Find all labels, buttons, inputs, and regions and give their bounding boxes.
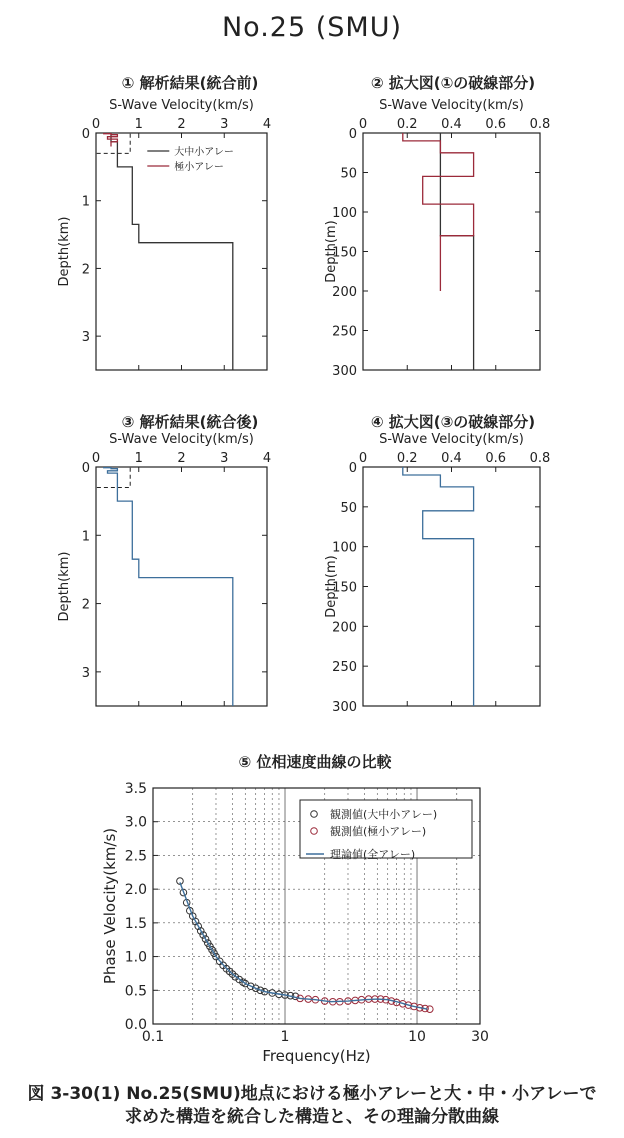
chart-5-y-tick-label: 1.0	[124, 949, 147, 966]
chart-5-y-axis-label: Phase Velocity(km/s)	[101, 827, 119, 985]
chart-4-x-tick-label: 0.2	[396, 451, 418, 466]
chart-1-y-tick-label: 1	[81, 194, 90, 210]
chart-2-x-axis-label: S-Wave Velocity(km/s)	[379, 98, 524, 113]
chart-3-x-tick-label: 2	[177, 451, 186, 466]
chart-1-series-red	[104, 133, 118, 147]
chart-2-y-tick-label: 200	[332, 285, 357, 300]
chart-2-title: ② 拡大図(①の破線部分)	[370, 74, 536, 92]
chart-4-y-tick-label: 50	[340, 500, 357, 516]
chart-2-x-tick-label: 0.4	[441, 117, 462, 132]
chart-1-legend-label: 極小アレー	[174, 162, 224, 173]
chart-2-y-tick-label: 250	[332, 324, 357, 340]
chart-3-y-tick-label: 0	[81, 461, 90, 476]
chart-1-y-axis-label: Depth(km)	[57, 216, 72, 287]
chart-3-y-tick-label: 3	[81, 665, 90, 681]
chart-4-x-tick-label: 0.6	[485, 451, 507, 466]
chart-3-title: ③ 解析結果(統合後)	[121, 413, 259, 431]
chart-2-y-tick-label: 0	[348, 127, 357, 142]
chart-2-y-tick-label: 150	[332, 245, 357, 261]
chart-3-y-tick-label: 1	[81, 529, 90, 545]
chart-1-zoom-box	[96, 133, 130, 153]
chart-3-plot-frame	[96, 467, 267, 706]
chart-1-y-tick-label: 2	[81, 262, 90, 278]
chart-3-x-axis-label: S-Wave Velocity(km/s)	[109, 432, 254, 447]
chart-2-y-tick-label: 100	[332, 206, 357, 221]
chart-4-y-tick-label: 300	[332, 700, 357, 715]
chart-1-x-tick-label: 4	[262, 117, 272, 132]
chart-1-x-tick-label: 1	[134, 117, 143, 132]
chart-2-series-black	[440, 133, 473, 370]
chart-3-x-tick-label: 1	[134, 451, 143, 466]
chart-3-x-tick-label: 4	[262, 451, 272, 466]
chart-4-y-tick-label: 150	[332, 580, 357, 596]
chart-4-x-tick-label: 0.4	[441, 451, 462, 466]
chart-3-y-axis-label: Depth(km)	[57, 551, 72, 622]
chart-5-x-tick-label: 10	[408, 1029, 426, 1045]
figure-caption-line-1: 図 3-30(1) No.25(SMU)地点における極小アレーと大・中・小アレーで	[27, 1084, 597, 1104]
chart-2-x-tick-label: 0.8	[529, 117, 551, 132]
chart-4-y-tick-label: 200	[332, 620, 357, 636]
chart-2-y-tick-label: 300	[332, 364, 357, 379]
chart-3-y-tick-label: 2	[81, 597, 90, 613]
chart-4-y-tick-label: 250	[332, 660, 357, 676]
chart-2-plot-frame	[363, 133, 540, 370]
chart-4-title: ④ 拡大図(③の破線部分)	[370, 413, 536, 431]
chart-2-x-tick-label: 0	[358, 117, 368, 132]
chart-1-x-axis-label: S-Wave Velocity(km/s)	[109, 98, 254, 113]
chart-4-series-blue	[403, 467, 474, 706]
chart-4-plot-frame	[363, 467, 540, 706]
chart-1-title: ① 解析結果(統合前)	[121, 74, 259, 92]
chart-5-y-tick-label: 2.0	[124, 882, 147, 899]
chart-1-y-tick-label: 3	[81, 330, 90, 346]
page-title: No.25 (SMU)	[221, 12, 403, 43]
chart-5-x-tick-label: 0.1	[141, 1029, 165, 1045]
chart-3-zoom-box	[96, 467, 130, 487]
chart-3-x-tick-label: 0	[91, 451, 101, 466]
chart-5-y-tick-label: 2.5	[124, 848, 147, 865]
chart-5-x-tick-label: 30	[471, 1029, 489, 1045]
chart-4-x-axis-label: S-Wave Velocity(km/s)	[379, 432, 524, 447]
chart-2-x-tick-label: 0.6	[485, 117, 507, 132]
chart-5-y-tick-label: 0.5	[124, 983, 147, 1000]
chart-5-y-tick-label: 3.0	[124, 814, 147, 831]
chart-5-x-tick-label: 1	[280, 1029, 290, 1045]
chart-5-title: ⑤ 位相速度曲線の比較	[238, 753, 392, 771]
chart-5-y-tick-label: 1.5	[124, 915, 147, 932]
chart-2-y-axis-label: Depth(m)	[324, 220, 339, 283]
chart-3-series-blue	[104, 467, 233, 706]
chart-4-y-tick-label: 100	[332, 540, 357, 556]
chart-4-y-axis-label: Depth(m)	[324, 555, 339, 618]
chart-2-x-tick-label: 0.2	[396, 117, 418, 132]
figure-caption-line-2: 求めた構造を統合した構造と、その理論分散曲線	[125, 1107, 499, 1127]
chart-5-legend-label: 観測値(極小アレー)	[330, 825, 427, 838]
chart-3-x-tick-label: 3	[220, 451, 229, 466]
chart-4-y-tick-label: 0	[348, 461, 357, 476]
chart-5-legend-label: 観測値(大中小アレー)	[330, 808, 438, 821]
chart-5-legend-label: 理論値(全アレー)	[330, 848, 416, 861]
chart-1-x-tick-label: 2	[177, 117, 186, 132]
chart-4-x-tick-label: 0	[358, 451, 368, 466]
chart-2-series-red	[403, 133, 474, 291]
chart-5-y-tick-label: 3.5	[124, 781, 147, 797]
chart-1-y-tick-label: 0	[81, 127, 90, 142]
chart-5-y-tick-label: 0.0	[124, 1017, 147, 1033]
chart-2-y-tick-label: 50	[340, 166, 357, 182]
chart-1-x-tick-label: 0	[91, 117, 101, 132]
chart-4-x-tick-label: 0.8	[529, 451, 551, 466]
chart-1-legend-label: 大中小アレー	[174, 147, 234, 158]
chart-5-x-axis-label: Frequency(Hz)	[262, 1047, 371, 1065]
chart-1-x-tick-label: 3	[220, 117, 229, 132]
